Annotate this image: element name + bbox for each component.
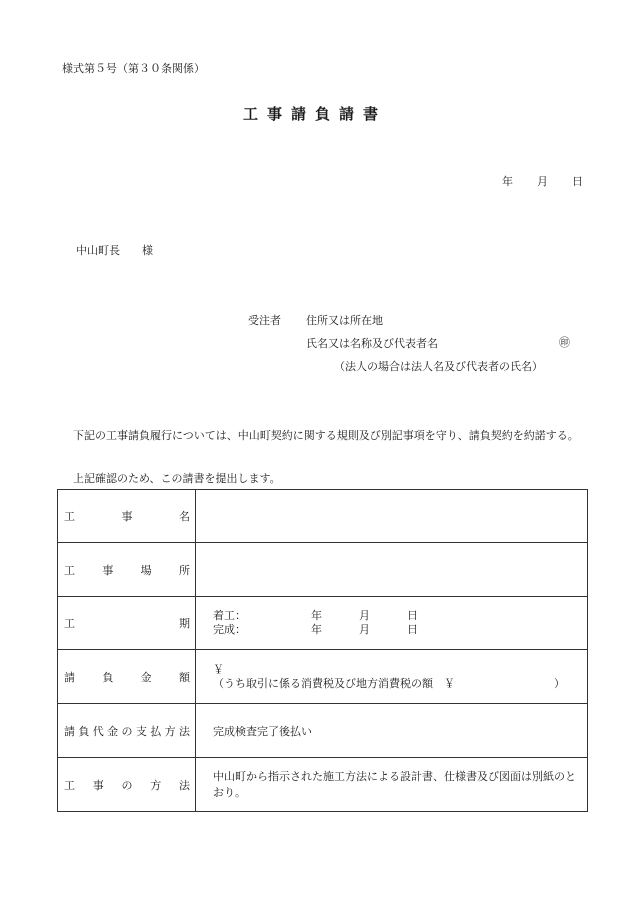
label-work-name: 工 事 名	[64, 510, 190, 523]
seal-mark: ㊞	[559, 336, 570, 349]
start-label: 着工：	[213, 609, 246, 622]
value-work-place	[196, 543, 588, 597]
value-method: 中山町から指示された施工方法による設計書、仕様書及び図面は別紙のとおり。	[196, 758, 588, 812]
tax-note: （うち取引に係る消費税及び地方消費税の額 ￥	[213, 676, 455, 690]
end-label: 完成：	[213, 623, 246, 636]
table-row-amount	[58, 650, 588, 704]
table-row-method	[58, 758, 588, 812]
tax-note-line	[213, 677, 579, 691]
contract-table	[57, 489, 588, 812]
address-label: 住所又は所在地	[306, 314, 383, 327]
table-row-work-place	[58, 543, 588, 597]
amount-yen: ￥	[213, 662, 224, 676]
name-label: 氏名又は名称及び代表者名	[306, 337, 438, 350]
label-work-place: 工 事 場 所	[64, 563, 190, 577]
date-day: 日	[572, 175, 583, 188]
table-row-work-name	[58, 490, 588, 543]
corporate-note: （法人の場合は法人名及び代表者の氏名）	[334, 360, 543, 373]
date-line	[502, 173, 583, 189]
label-period: 工 期	[64, 617, 190, 630]
table-row-payment	[58, 704, 588, 758]
date-month: 月	[537, 175, 548, 188]
label-amount: 請 負 金 額	[64, 670, 190, 684]
value-work-name	[196, 490, 588, 543]
form-number: 様式第５号（第３０条関係）	[62, 62, 205, 75]
table-row-period	[58, 597, 588, 650]
document-title: 工事請負請書	[242, 105, 387, 123]
tax-note-close: ）	[554, 676, 565, 690]
period-end: 完成： 年 月 日	[213, 623, 418, 636]
confirmation-paragraph: 上記確認のため、この請書を提出します。	[73, 472, 281, 485]
date-year: 年	[502, 175, 513, 188]
value-payment: 完成検査完了後払い	[196, 704, 588, 758]
contractor-label: 受注者	[248, 314, 281, 327]
label-payment: 請 負 代 金 の 支 払 方 法	[64, 724, 190, 738]
period-start: 着工： 年 月 日	[213, 609, 418, 622]
agreement-paragraph: 下記の工事請負履行については、中山町契約に関する規則及び別記事項を守り、請負契約を約諾する。	[73, 429, 579, 442]
addressee: 中山町長 様	[76, 244, 153, 257]
label-method: 工 事 の 方 法	[64, 778, 190, 792]
